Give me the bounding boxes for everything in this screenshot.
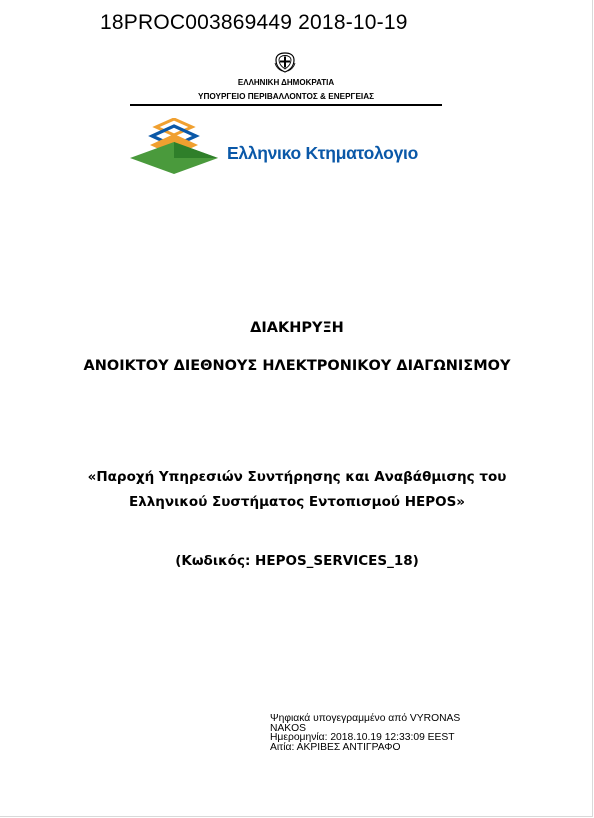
digital-signature-block <box>270 714 460 752</box>
tender-subject-line-2: Ελληνικού Συστήματος Εντοπισμού HEPOS» <box>128 494 466 510</box>
signature-date: Ημερομηνία: 2018.10.19 12:33:09 EEST <box>270 732 455 744</box>
greek-state-emblem-icon <box>274 51 296 73</box>
tender-subject-line-1: «Παροχή Υπηρεσιών Συντήρησης και Αναβάθμισης του <box>87 469 507 485</box>
signature-signer-line: Ψηφιακά υπογεγραμμένο από VYRONAS <box>270 713 461 724</box>
document-subtitle: ΑΝΟΙΚΤΟΥ ΔΙΕΘΝΟΥΣ ΗΛΕΚΤΡΟΝΙΚΟΥ ΔΙΑΓΩΝΙΣΜΟΥ <box>83 358 511 374</box>
ministry-name: ΥΠΟΥΡΓΕΙΟ ΠΕΡΙΒΑΛΛΟΝΤΟΣ & ΕΝΕΡΓΕΙΑΣ <box>197 92 375 101</box>
signature-reason: Αιτία: ΑΚΡΙΒΕΣ ΑΝΤΙΓΡΑΦΟ <box>270 741 401 753</box>
document-title: ΔΙΑΚΗΡΥΞΗ <box>250 320 344 336</box>
hellenic-cadastre-logo-icon <box>128 118 220 174</box>
signature-signer-surname: NAKOS <box>270 722 307 734</box>
organization-name: Ελληνικο Κτηματολογιο <box>227 143 418 163</box>
header-divider <box>130 104 442 106</box>
tender-code: (Κωδικός: HEPOS_SERVICES_18) <box>175 553 419 569</box>
government-name: ΕΛΛΗΝΙΚΗ ΔΗΜΟΚΡΑΤΙΑ <box>237 78 335 87</box>
protocol-number: 18PROC003869449 2018-10-19 <box>100 11 408 34</box>
